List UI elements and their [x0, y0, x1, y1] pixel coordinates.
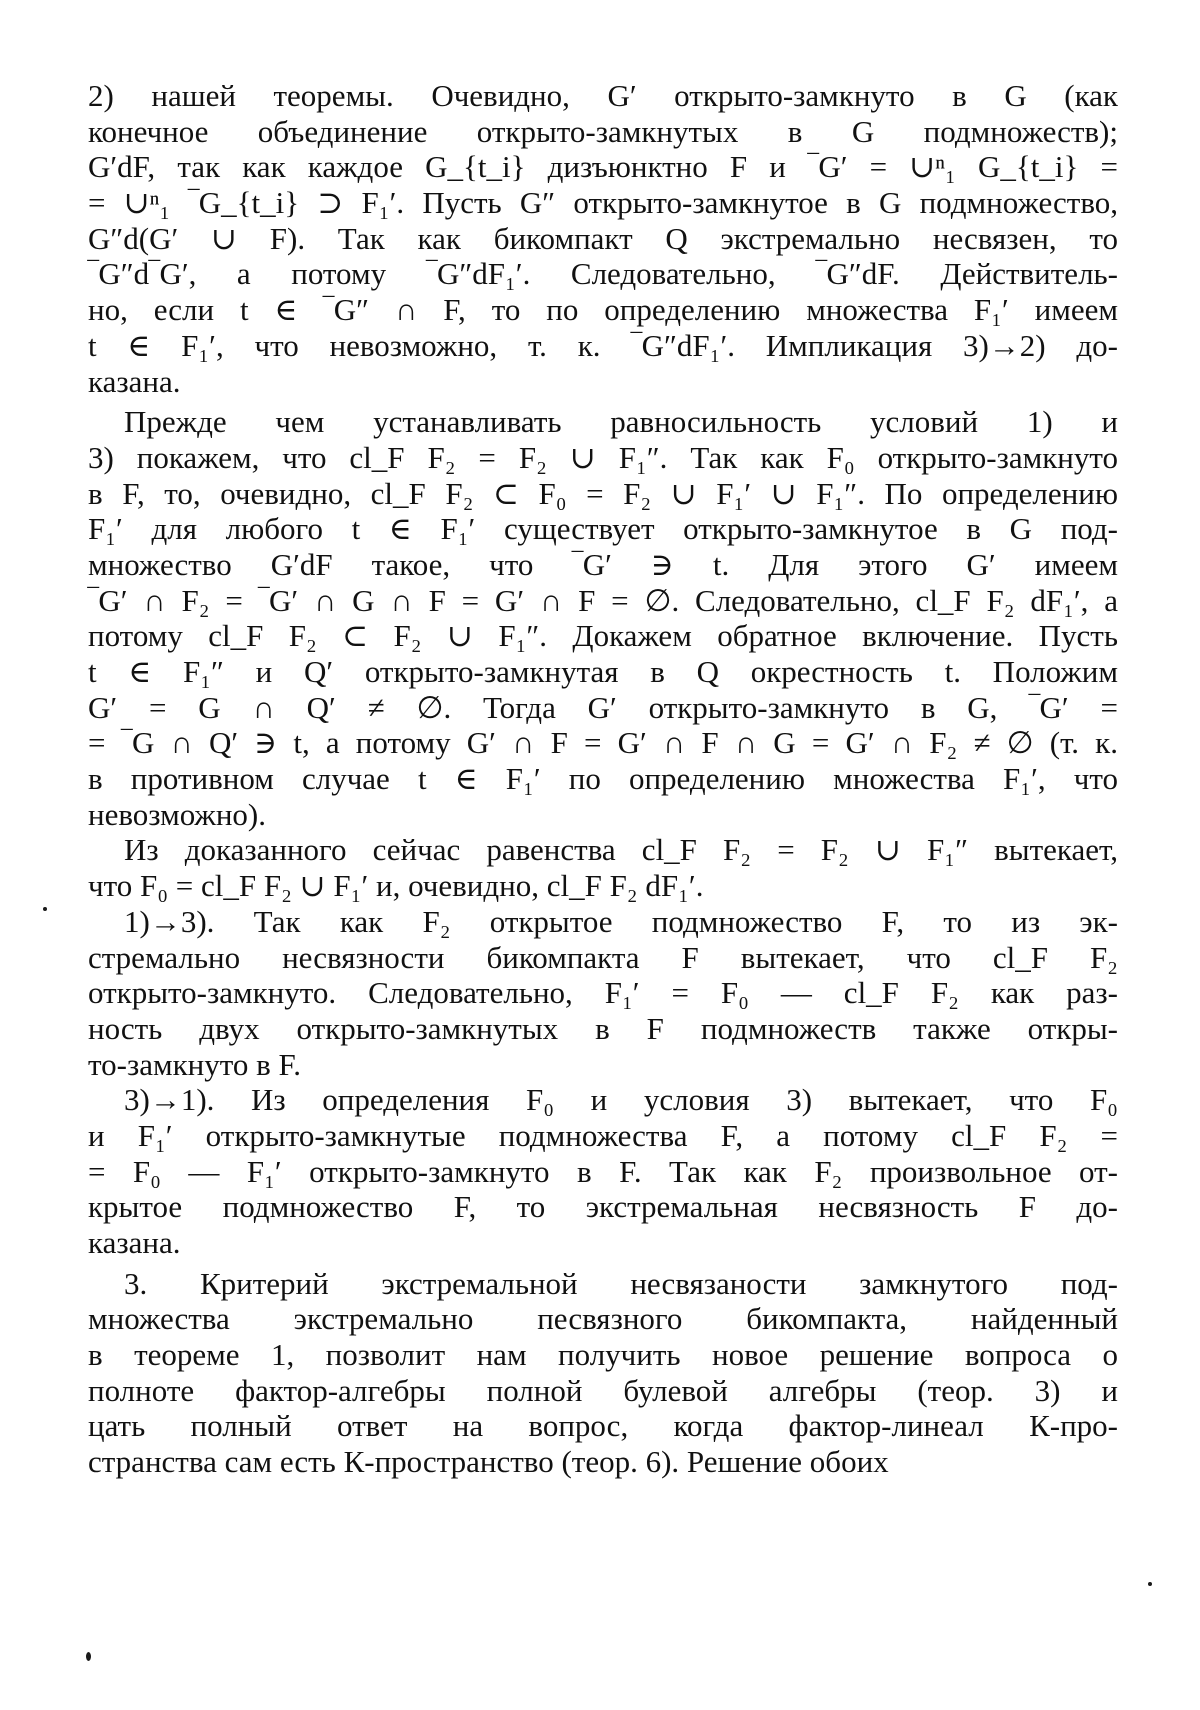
text-line: t ∈ F₁″ и Q′ открыто-замкнутая в Q окрестность t. Положим	[88, 654, 1118, 689]
text-line: полноте фактор-алгебры полной булевой алгебры (теор. 3) и	[88, 1372, 1118, 1408]
text-line: конечное объединение открыто-замкнутых в G подмножеств);	[88, 113, 1118, 149]
text-line: Из доказанного сейчас равенства cl_F F₂ = F₂ ∪ F₁″ вытекает,	[124, 832, 1118, 868]
text-line: стремально несвязности бикомпакта F вытекает, что cl_F F₂	[88, 939, 1118, 975]
text-line: 3. Критерий экстремальной несвязаности замкнутого под-	[124, 1265, 1118, 1301]
text-line: 2) нашей теоремы. Очевидно, G′ открыто-замкнуто в G (как	[88, 78, 1118, 113]
text-line: = ‾G ∩ Q′ ∋ t, а потому G′ ∩ F = G′ ∩ F ∩ G = G′ ∩ F₂ ≠ ∅ (т. к.	[88, 725, 1118, 761]
scan-speck	[1148, 1582, 1152, 1586]
text-line: 3)→1). Из определения F₀ и условия 3) вытекает, что F₀	[124, 1082, 1118, 1118]
paragraph	[88, 78, 1118, 399]
text-line: открыто-замкнуто. Следовательно, F₁′ = F₀ — cl_F F₂ как раз-	[88, 975, 1118, 1011]
text-line: ‾G′ ∩ F₂ = ‾G′ ∩ G ∩ F = G′ ∩ F = ∅. Следовательно, cl_F F₂ dF₁′, а	[88, 582, 1118, 618]
text-line: цать полный ответ на вопрос, когда фактор-линеал К-про-	[88, 1408, 1118, 1444]
text-line: ность двух открыто-замкнутых в F подмножеств также откры-	[88, 1010, 1118, 1046]
text-line: G′ = G ∩ Q′ ≠ ∅. Тогда G′ открыто-замкнуто в G, ‾G′ =	[88, 689, 1118, 725]
text-line: в теореме 1, позволит нам получить новое решение вопроса о	[88, 1337, 1118, 1373]
text-line: = F₀ — F₁′ открыто-замкнуто в F. Так как F₂ произвольное от-	[88, 1153, 1118, 1189]
text-line: крытое подмножество F, то экстремальная несвязность F до-	[88, 1189, 1118, 1225]
text-line: 3) покажем, что cl_F F₂ = F₂ ∪ F₁″. Так как F₀ открыто-замкнуто	[88, 439, 1118, 475]
text-line: в F, то, очевидно, cl_F F₂ ⊂ F₀ = F₂ ∪ F₁′ ∪ F₁″. По определению	[88, 475, 1118, 511]
text-line: G″d(G′ ∪ F). Так как бикомпакт Q экстремально несвязен, то	[88, 220, 1118, 256]
text-line: Прежде чем устанавливать равносильность условий 1) и	[124, 404, 1118, 440]
text-column	[88, 78, 1118, 1480]
paragraph	[88, 1082, 1118, 1260]
text-line: и F₁′ открыто-замкнутые подмножества F, а потому cl_F F₂ =	[88, 1117, 1118, 1153]
paragraph	[88, 404, 1118, 832]
text-line: странства сам есть К-пространство (теор. 6). Решение обоих	[88, 1444, 889, 1480]
text-line: множества экстремально песвязного бикомпакта, найденный	[88, 1301, 1118, 1337]
text-line: 1)→3). Так как F₂ открытое подмножество F, то из эк-	[124, 903, 1118, 939]
text-line: ‾G″d‾G′, а потому ‾G″dF₁′. Следовательно, ‾G″dF. Действитель-	[88, 256, 1118, 292]
paragraph	[88, 904, 1118, 1082]
text-line: невозможно).	[88, 796, 267, 832]
text-line: потому cl_F F₂ ⊂ F₂ ∪ F₁″. Докажем обратное включение. Пусть	[88, 618, 1118, 654]
scan-speck	[43, 907, 47, 911]
text-line: казана.	[88, 1225, 181, 1260]
paragraph	[88, 1266, 1118, 1480]
text-line: что F₀ = cl_F F₂ ∪ F₁′ и, очевидно, cl_F F₂ dF₁′.	[88, 868, 704, 904]
text-line: в противном случае t ∈ F₁′ по определению множества F₁′, что	[88, 761, 1118, 797]
text-line: то-замкнуто в F.	[88, 1046, 302, 1082]
text-line: = ∪ⁿ₁ ‾G_{t_i} ⊃ F₁′. Пусть G″ открыто-замкнутое в G подмножество,	[88, 185, 1118, 221]
text-line: но, если t ∈ ‾G″ ∩ F, то по определению множества F₁′ имеем	[88, 292, 1118, 328]
scan-speck	[86, 1652, 91, 1661]
text-line: t ∈ F₁′, что невозможно, т. к. ‾G″dF₁′. Импликация 3)→2) до-	[88, 327, 1118, 363]
text-line: множество G′dF такое, что ‾G′ ∋ t. Для этого G′ имеем	[88, 546, 1118, 582]
text-line: F₁′ для любого t ∈ F₁′ существует открыто-замкнутое в G под-	[88, 511, 1118, 547]
text-line: G′dF, так как каждое G_{t_i} дизъюнктно F и ‾G′ = ∪ⁿ₁ G_{t_i} =	[88, 149, 1118, 185]
paragraph	[88, 832, 1118, 903]
text-line: казана.	[88, 363, 181, 399]
